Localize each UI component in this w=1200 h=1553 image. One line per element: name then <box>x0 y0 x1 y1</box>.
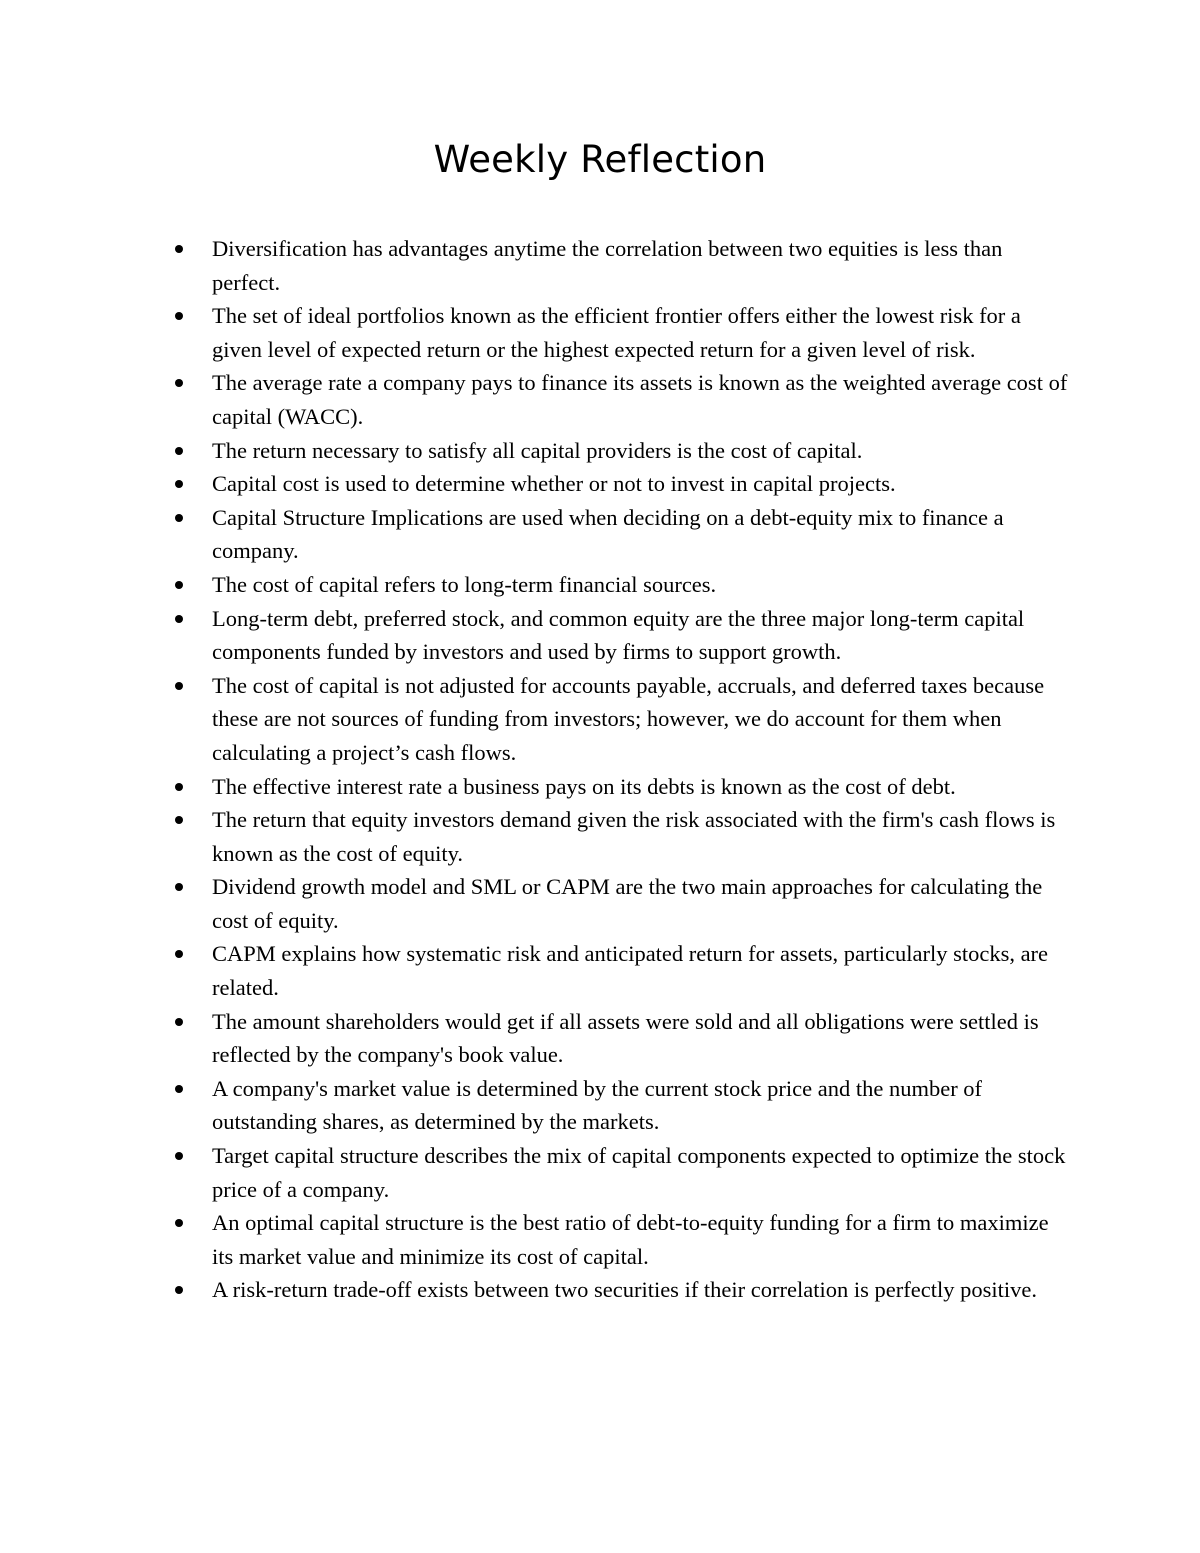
list-item-text: A company's market value is determined by the current stock price and the number of outstanding shares, as determined by the markets. <box>212 1075 983 1135</box>
list-item-text: Target capital structure describes the mix of capital components expected to optimize the stock price of a company. <box>212 1143 1066 1202</box>
list-item <box>172 803 1072 870</box>
list-item-text: Long-term debt, preferred stock, and common equity are the three major long-term capital components funded by investors and used by firms to support growth. <box>212 605 1025 665</box>
list-item-text: Diversification has advantages anytime the correlation between two equities is less than perfect. <box>212 236 1003 295</box>
list-item <box>172 232 1072 299</box>
list-item-text: The cost of capital refers to long-term financial sources. <box>212 571 717 597</box>
list-item <box>172 602 1072 669</box>
bullet-icon <box>175 1286 183 1294</box>
list-item-text: The return that equity investors demand given the risk associated with the firm's cash flows is known as the cost of equity. <box>212 807 1056 866</box>
bullet-icon <box>175 514 183 522</box>
list-item <box>172 1072 1072 1139</box>
list-item-text: Capital Structure Implications are used when deciding on a debt-equity mix to finance a company. <box>212 504 1004 564</box>
bullet-icon <box>175 1085 183 1093</box>
list-item-text: A risk-return trade-off exists between two securities if their correlation is perfectly positive. <box>212 1277 1037 1303</box>
bullet-icon <box>175 379 183 387</box>
list-item <box>172 870 1072 937</box>
list-item-text: The effective interest rate a business pays on its debts is known as the cost of debt. <box>212 773 956 799</box>
bullet-icon <box>175 480 183 488</box>
list-item <box>172 299 1072 366</box>
list-item-text: The return necessary to satisfy all capital providers is the cost of capital. <box>212 437 863 463</box>
bullet-icon <box>175 883 183 891</box>
list-item-text: Capital cost is used to determine whether or not to invest in capital projects. <box>212 471 896 497</box>
bullet-icon <box>175 816 183 824</box>
bullet-icon <box>175 447 183 455</box>
list-item-text: Dividend growth model and SML or CAPM are the two main approaches for calculating the cost of equity. <box>212 874 1043 933</box>
bullet-icon <box>175 1219 183 1227</box>
bullet-icon <box>175 1018 183 1026</box>
bullet-icon <box>175 950 183 958</box>
list-item <box>172 366 1072 433</box>
list-item <box>172 434 1072 468</box>
bullet-icon <box>175 581 183 589</box>
list-item-text: The cost of capital is not adjusted for accounts payable, accruals, and deferred taxes because these are not sources of funding from investors; however, we do account for them when calculating a project’s cash flows. <box>212 672 1045 765</box>
list-item <box>172 1273 1072 1307</box>
list-item-text: CAPM explains how systematic risk and anticipated return for assets, particularly stocks, are related. <box>212 941 1049 1001</box>
bullet-icon <box>175 1152 183 1160</box>
list-item-text: The set of ideal portfolios known as the efficient frontier offers either the lowest risk for a given level of expected return or the highest expected return for a given level of risk. <box>212 303 1021 362</box>
list-item <box>172 770 1072 804</box>
bullet-icon <box>175 312 183 320</box>
list-item <box>172 467 1072 501</box>
bullet-icon <box>175 245 183 253</box>
list-item-text: An optimal capital structure is the best ratio of debt-to-equity funding for a firm to maximize its market value and minimize its cost of capital. <box>212 1210 1049 1269</box>
list-item <box>172 1206 1072 1273</box>
bullet-icon <box>175 682 183 690</box>
bullet-list <box>172 232 1072 1307</box>
list-item <box>172 1139 1072 1206</box>
list-item-text: The average rate a company pays to finance its assets is known as the weighted average cost of capital (WACC). <box>212 370 1068 429</box>
list-item <box>172 568 1072 602</box>
list-item <box>172 669 1072 770</box>
list-item-text: The amount shareholders would get if all assets were sold and all obligations were settled is reflected by the company's book value. <box>212 1008 1039 1068</box>
list-item <box>172 501 1072 568</box>
list-item <box>172 1005 1072 1072</box>
bullet-icon <box>175 615 183 623</box>
page-title: Weekly Reflection <box>433 138 767 181</box>
bullet-icon <box>175 783 183 791</box>
list-item <box>172 937 1072 1004</box>
